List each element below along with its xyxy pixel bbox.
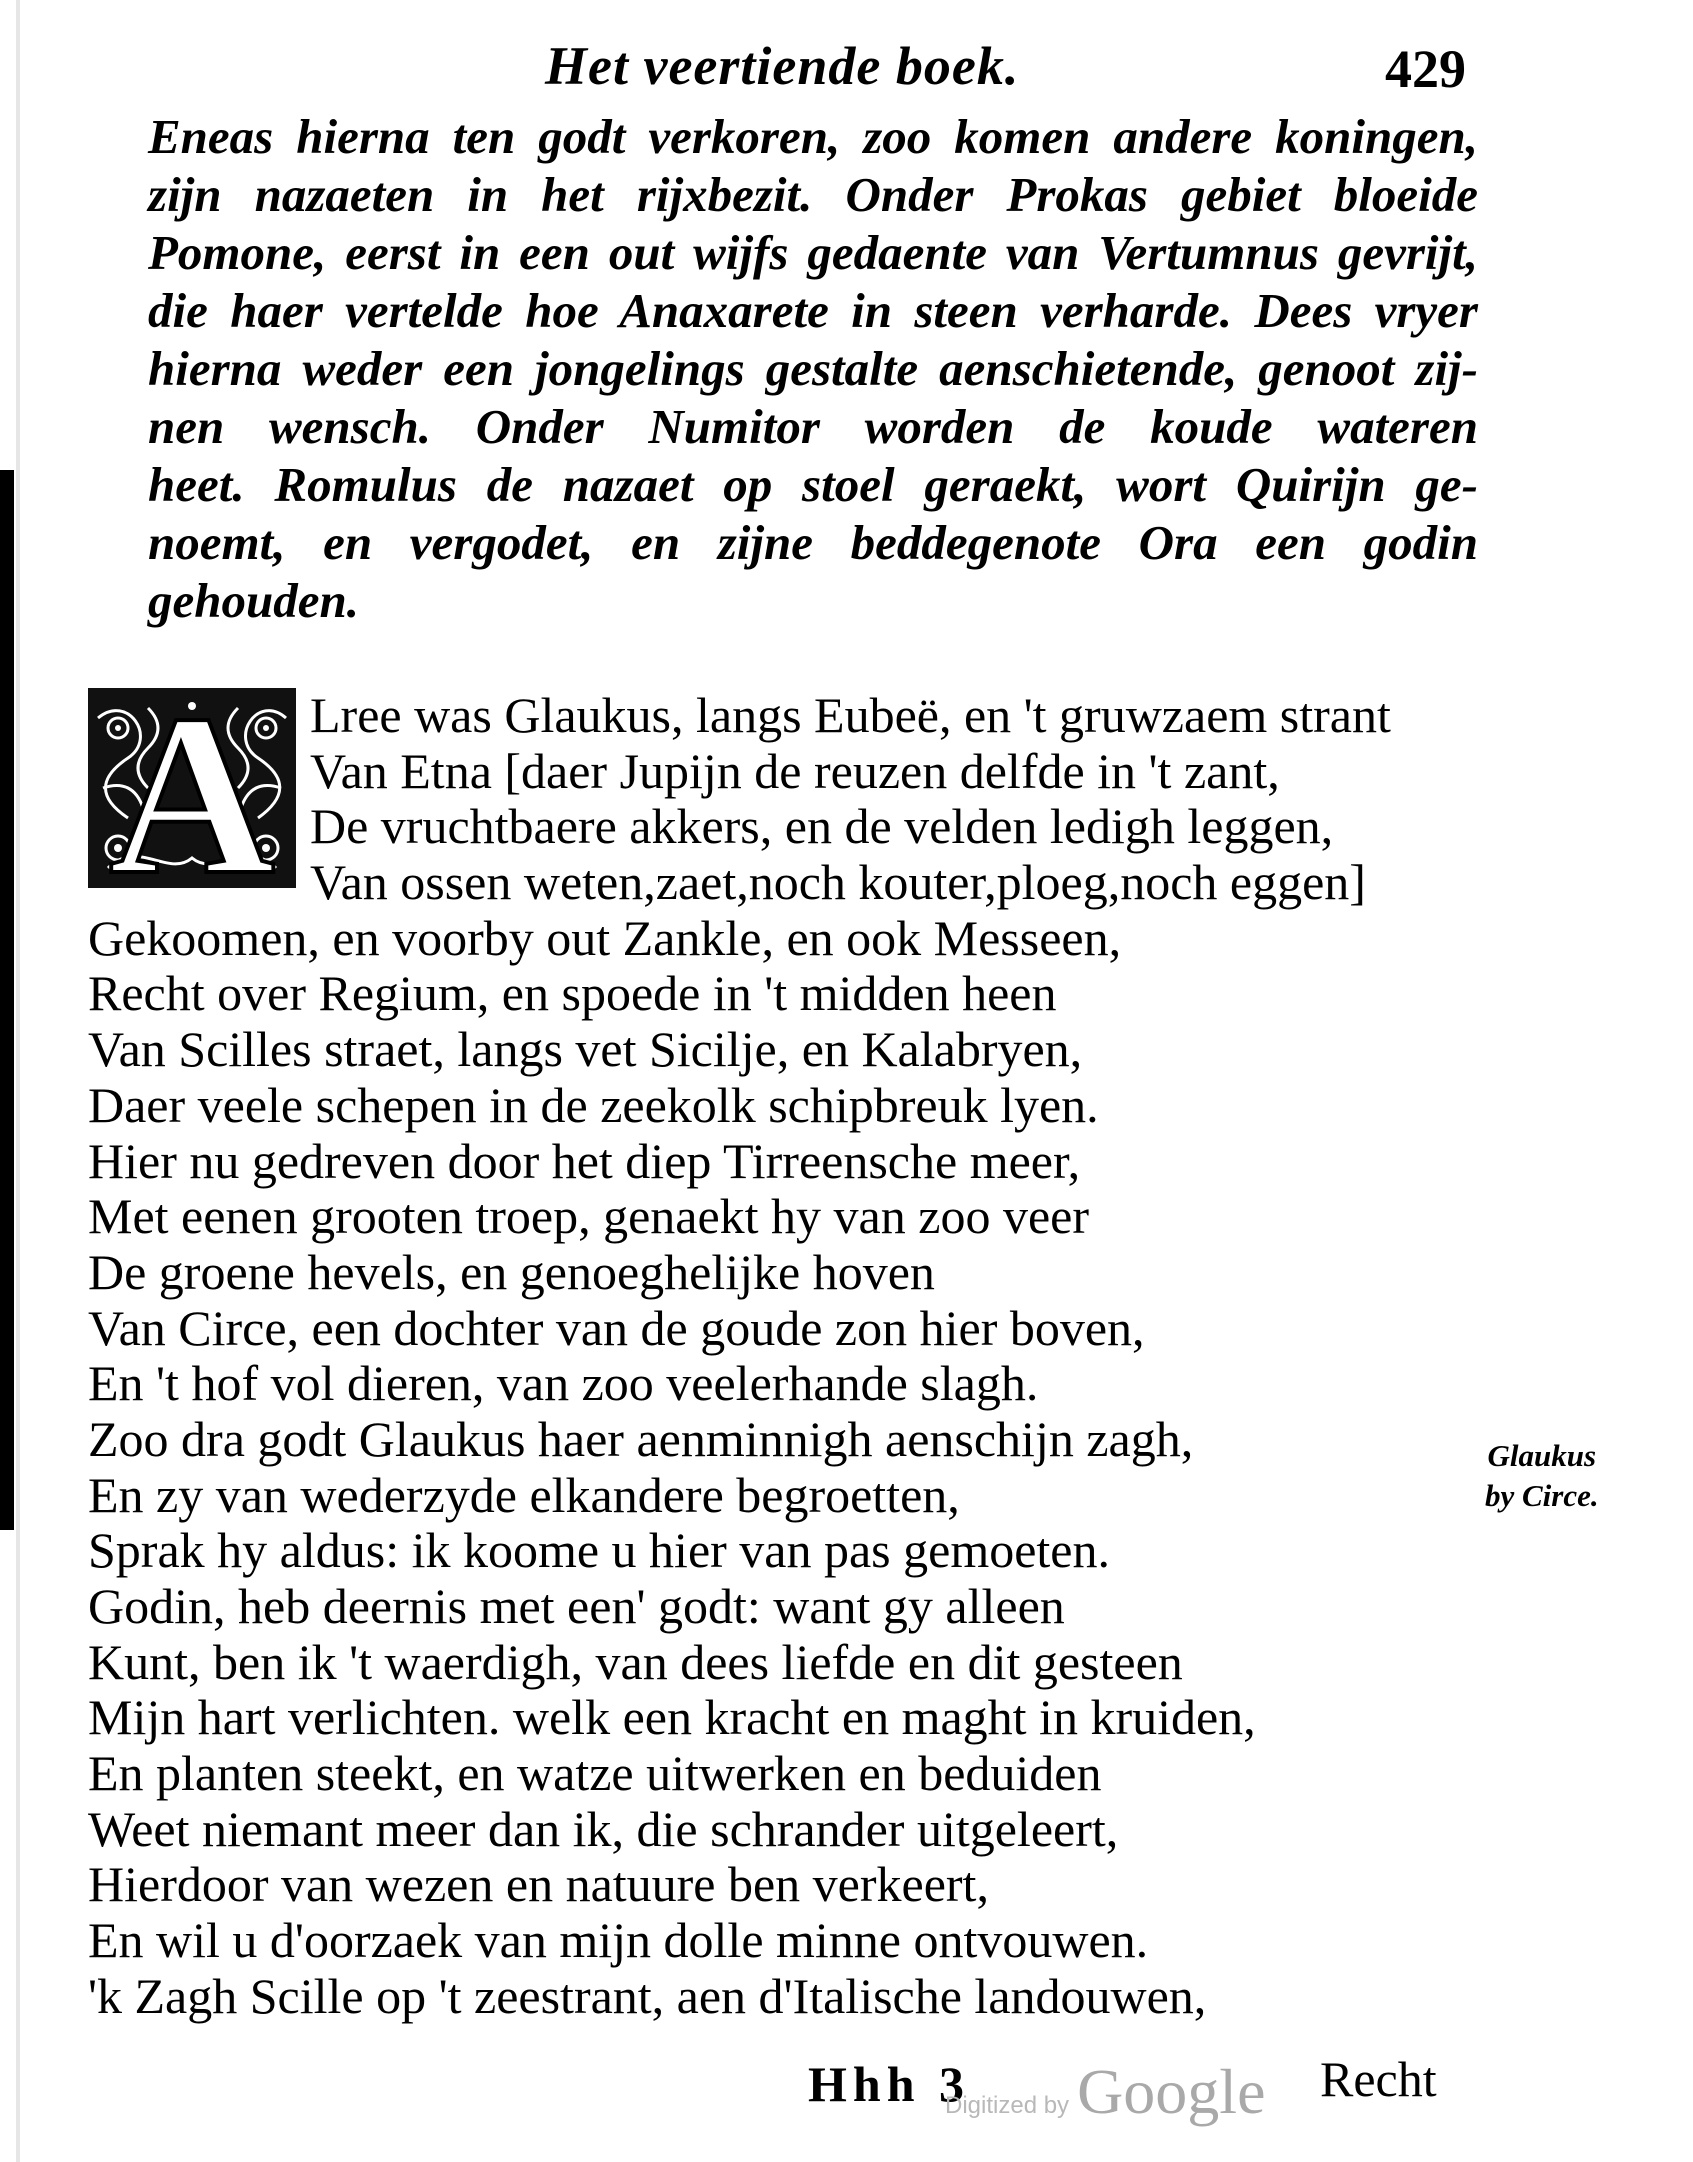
verse-text	[88, 688, 1488, 2025]
summary-line: nen wensch. Onder Numitor worden de koude wateren	[148, 399, 1478, 454]
summary-line: Eneas hierna ten godt verkoren, zoo komen andere koningen,	[148, 109, 1478, 164]
verse-line: Zoo dra godt Glaukus haer aenminnigh aenschijn zagh,	[88, 1410, 1194, 1467]
verse-line: En zy van wederzyde elkandere begroetten,	[88, 1466, 960, 1523]
verse-line: Hierdoor van wezen en natuure ben verkeert,	[88, 1856, 989, 1913]
watermark-prefix: Digitized by	[945, 2092, 1070, 2119]
binding-edge	[16, 0, 20, 2162]
verse-line: Mijn hart verlichten. welk een kracht en maght in kruiden,	[88, 1689, 1256, 1746]
verse-line: En wil u d'oorzaek van mijn dolle minne ontvouwen.	[88, 1912, 1149, 1969]
margin-note-line: Glaukus	[1487, 1438, 1597, 1473]
chapter-summary	[148, 108, 1478, 630]
verse-line: Daer veele schepen in de zeekolk schipbreuk lyen.	[88, 1076, 1099, 1133]
initial-letter: A	[108, 688, 276, 888]
summary-line: heet. Romulus de nazaet op stoel geraekt, wort Quirijn ge-	[148, 457, 1478, 512]
verse-line: Sprak hy aldus: ik koome u hier van pas gemoeten.	[88, 1522, 1110, 1579]
verse-line: De vruchtbaere akkers, en de velden ledigh leggen,	[310, 798, 1334, 855]
verse-line: Van ossen weten,zaet,noch kouter,ploeg,noch eggen]	[310, 854, 1366, 911]
page-number: 429	[1385, 39, 1466, 99]
verse-line: Lree was Glaukus, langs Eubeë, en 't gruwzaem strant	[310, 687, 1391, 743]
binding-shadow	[0, 470, 14, 1530]
verse-line: Van Scilles straet, langs vet Sicilje, en Kalabryen,	[88, 1021, 1083, 1078]
signature-mark: Hhh 3	[808, 2056, 971, 2112]
verse-line: Van Circe, een dochter van de goude zon hier boven,	[88, 1299, 1145, 1356]
summary-line: noemt, en vergodet, en zijne beddegenote Ora een godin	[148, 515, 1478, 570]
verse-line: 'k Zagh Scille op 't zeestrant, aen d'Italische landouwen,	[88, 1967, 1207, 2024]
verse-line: En 't hof vol dieren, van zoo veelerhande slagh.	[88, 1355, 1039, 1412]
verse-line: Kunt, ben ik 't waerdigh, van dees liefde en dit gesteen	[88, 1633, 1183, 1690]
summary-line: Pomone, eerst in een out wijfs gedaente van Vertumnus gevrijt,	[148, 225, 1478, 280]
verse-line: Godin, heb deernis met een' godt: want gy alleen	[88, 1578, 1065, 1634]
margin-note-line: by Circe.	[1485, 1478, 1599, 1513]
watermark-logo: Google	[1077, 2056, 1266, 2127]
digitization-watermark	[945, 2055, 1265, 2129]
summary-line: die haer vertelde hoe Anaxarete in steen verharde. Dees vryer	[148, 283, 1478, 338]
verse-line: Recht over Regium, en spoede in 't midden heen	[88, 965, 1057, 1022]
summary-line: gehouden.	[148, 573, 360, 628]
verse-line: De groene hevels, en genoeghelijke hoven	[88, 1243, 935, 1300]
verse-line: Met eenen grooten troep, genaekt hy van zoo veer	[88, 1188, 1089, 1245]
verse-line: En planten steekt, en watze uitwerken en beduiden	[88, 1745, 1102, 1802]
verse-line: Hier nu gedreven door het diep Tirreensche meer,	[88, 1132, 1081, 1189]
margin-note	[1485, 1436, 1599, 1516]
verse-line: Gekoomen, en voorby out Zankle, en ook Messeen,	[88, 909, 1122, 966]
verse-line: Van Etna [daer Jupijn de reuzen delfde in 't zant,	[310, 742, 1280, 799]
summary-line: zijn nazaeten in het rijxbezit. Onder Prokas gebiet bloeide	[148, 167, 1478, 222]
catchword: Recht	[1320, 2051, 1437, 2107]
verse-line: Weet niemant meer dan ik, die schrander uitgeleert,	[88, 1800, 1119, 1857]
running-title: Het veertiende boek.	[545, 36, 1020, 96]
summary-line: hierna weder een jongelings gestalte aenschietende, genoot zij-	[148, 341, 1478, 396]
